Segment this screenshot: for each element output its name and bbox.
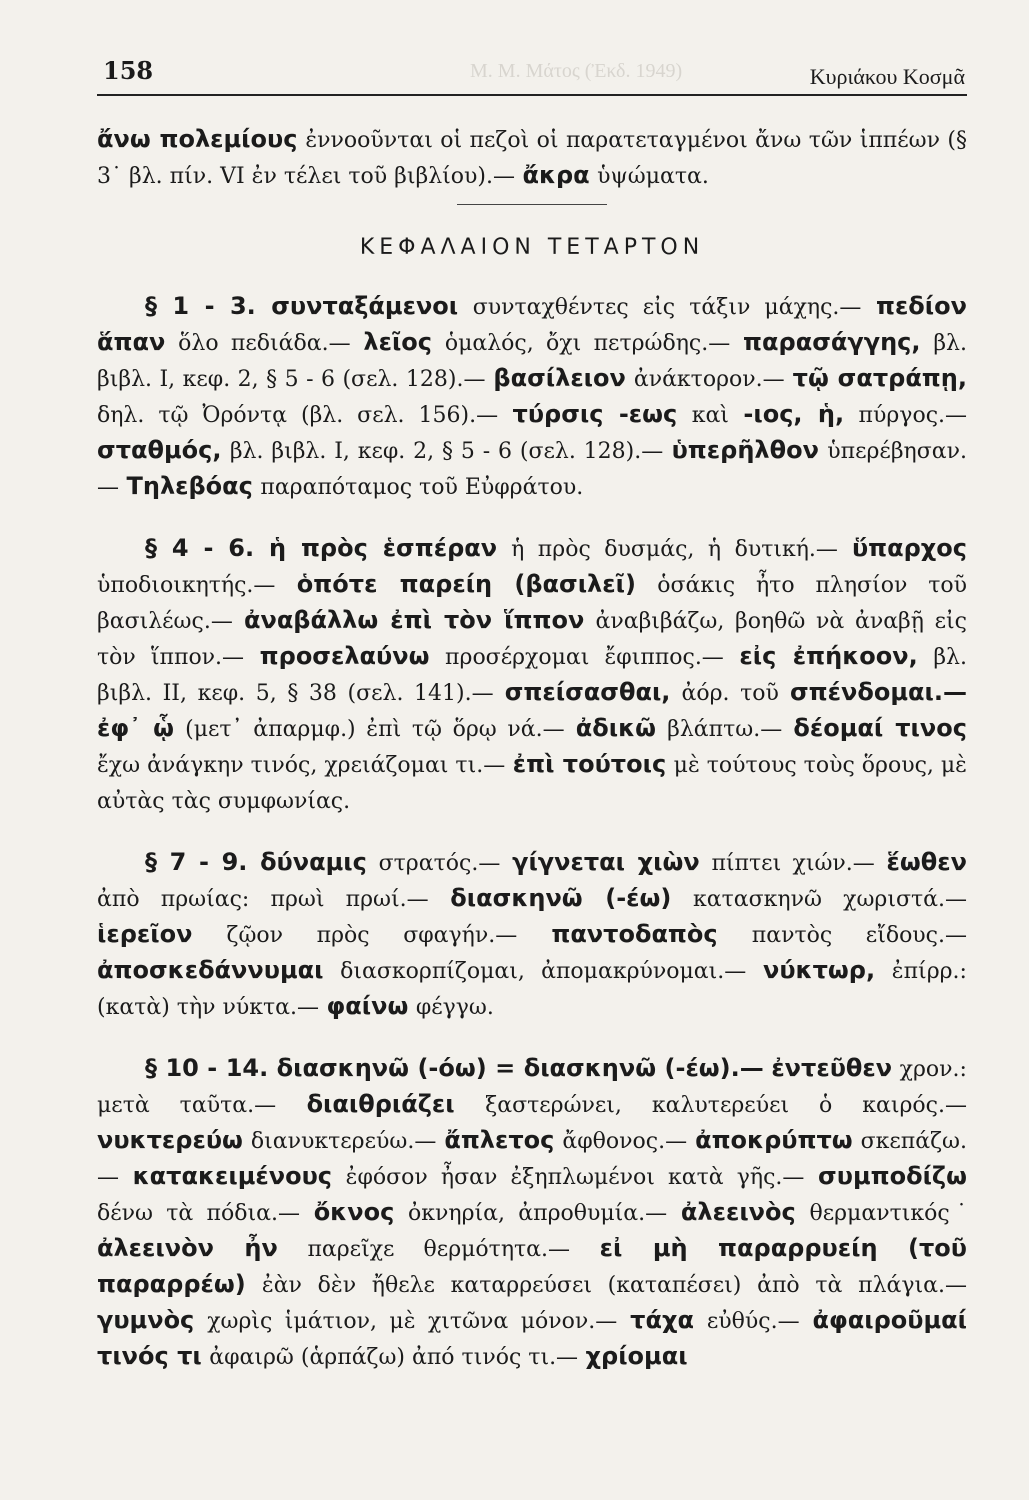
glossary-definition: ὑψώματα. <box>597 164 709 189</box>
glossary-definition: παρεῖχε θερμότητα.— <box>307 1237 571 1262</box>
glossary-term: ἀναβάλλω ἐπὶ τὸν ἵππον <box>243 606 585 634</box>
glossary-term: φαίνω <box>326 992 409 1020</box>
glossary-definition: θερμαντικός˙ <box>809 1201 967 1226</box>
glossary-term: ἀλεεινὸν ἦν <box>97 1234 278 1262</box>
glossary-term: ἐντεῦθεν <box>771 1054 893 1082</box>
glossary-term: σπείσασθαι, <box>504 678 671 706</box>
glossary-definition: διασκορπίζομαι, ἀπομακρύνομαι.— <box>340 959 747 984</box>
glossary-term: πεδίον ἅπαν <box>97 292 967 356</box>
page-number: 158 <box>103 56 154 85</box>
glossary-term: ὁπότε παρείη (βασιλεῖ) <box>296 570 636 598</box>
glossary-definition: ξαστερώνει, καλυτερεύει ὁ καιρός.— <box>485 1093 967 1118</box>
glossary-paragraph-3 <box>97 845 967 1025</box>
glossary-definition: προσέρχομαι ἔφιππος.— <box>445 645 724 670</box>
glossary-term: νυκτερεύω <box>97 1126 243 1154</box>
glossary-definition: διανυκτερεύω.— <box>250 1129 437 1154</box>
glossary-term: ἀποκρύπτω <box>695 1126 853 1154</box>
glossary-term: διασκηνῶ (-έω) <box>450 884 672 912</box>
glossary-term: σταθμός, <box>97 436 222 464</box>
glossary-term: κατακειμένους <box>132 1162 333 1190</box>
glossary-term: ἐφ᾿ ᾧ <box>97 714 175 742</box>
glossary-definition: (μετ᾿ ἀπαρμφ.) ἐπὶ τῷ ὅρῳ νά.— <box>185 717 565 742</box>
glossary-term: σπένδομαι.— <box>789 678 967 706</box>
glossary-definition: ἄφθονος.— <box>562 1129 688 1154</box>
glossary-term: εἰ μὴ παραρρυείη (τοῦ παραρρέω) <box>97 1234 967 1298</box>
glossary-term: ὄκνος <box>313 1198 395 1226</box>
glossary-definition: βλάπτω.— <box>667 717 783 742</box>
glossary-definition: ὅλο πεδιάδα.— <box>178 331 351 356</box>
glossary-definition: βλ. βιβλ. I, κεφ. 2, § 5 - 6 (σελ. 128).— <box>97 331 967 392</box>
glossary-definition: σκεπάζω.— <box>97 1129 967 1190</box>
glossary-definition: ὀκνηρία, ἀπροθυμία.— <box>408 1201 668 1226</box>
glossary-paragraph-1 <box>97 289 967 505</box>
glossary-definition: ἐφόσον ἦσαν ἐξηπλωμένοι κατὰ γῆς.— <box>345 1165 805 1190</box>
glossary-term: § 4 - 6. ἡ πρὸς ἑσπέραν <box>145 534 498 562</box>
glossary-term: βασίλειον <box>493 364 626 392</box>
glossary-term: § 10 - 14. διασκηνῶ (-όω) = διασκηνῶ (-έω).— <box>145 1054 764 1082</box>
section-divider <box>457 204 607 205</box>
glossary-term: γυμνὸς <box>97 1306 195 1334</box>
glossary-definition: χρον.: μετὰ ταῦτα.— <box>97 1057 967 1118</box>
glossary-definition: βλ. βιβλ. I, κεφ. 2, § 5 - 6 (σελ. 128).— <box>229 439 664 464</box>
glossary-definition: πίπτει χιών.— <box>711 851 875 876</box>
glossary-term: ἐπὶ τούτοις <box>512 750 667 778</box>
glossary-definition: δηλ. τῷ Ὀρόντᾳ (βλ. σελ. 156).— <box>97 403 499 428</box>
glossary-term: χρίομαι <box>585 1342 688 1370</box>
glossary-definition: ζῷον πρὸς σφαγήν.— <box>226 923 518 948</box>
glossary-term: ἀδικῶ <box>575 714 656 742</box>
glossary-term: ἱερεῖον <box>97 920 193 948</box>
glossary-definition: ὑπερέβησαν.— <box>97 439 967 500</box>
glossary-term: ἀποσκεδάννυμαι <box>97 956 324 984</box>
glossary-paragraph-2 <box>97 531 967 819</box>
glossary-term: διαιθριάζει <box>306 1090 455 1118</box>
glossary-term: ὑπερῆλθον <box>671 436 819 464</box>
glossary-term: νύκτωρ, <box>763 956 876 984</box>
glossary-definition: πύργος.— <box>858 403 968 428</box>
glossary-term: ἄπλετος <box>444 1126 555 1154</box>
glossary-definition: ἀναβιβάζω, βοηθῶ νὰ ἀναβῇ εἰς τὸν ἵππον.— <box>97 609 967 670</box>
chapter-title: ΚΕΦΑΛΑΙΟΝ ΤΕΤΑΡΤΟΝ <box>359 235 705 260</box>
glossary-term: συμποδίζω <box>818 1162 967 1190</box>
glossary-term: ἕωθεν <box>886 848 967 876</box>
glossary-term: προσελαύνω <box>259 642 430 670</box>
glossary-term: τάχα <box>630 1306 694 1334</box>
glossary-definition: ὁμαλός, ὄχι πετρώδης.— <box>444 331 731 356</box>
glossary-definition: μὲ τούτους τοὺς ὅρους, μὲ αὐτὰς τὰς συμφωνίας. <box>97 753 967 814</box>
glossary-term: Τηλεβόας <box>126 472 253 500</box>
glossary-term: § 1 - 3. συνταξάμενοι <box>145 292 459 320</box>
glossary-definition: δένω τὰ πόδια.— <box>97 1201 300 1226</box>
glossary-term: τύρσις -εως <box>512 400 678 428</box>
glossary-definition: ἐὰν δὲν ἤθελε καταρρεύσει (καταπέσει) ἀπὸ τὰ πλάγια.— <box>261 1273 967 1298</box>
bleed-through-text: Μ. Μ. Μάτος (Ἐκδ. 1949) <box>470 60 683 82</box>
glossary-term: § 7 - 9. δύναμις <box>145 848 367 876</box>
page-header <box>97 50 967 96</box>
glossary-definition: ἀόρ. τοῦ <box>681 681 779 706</box>
glossary-definition: ἀφαιρῶ (ἁρπάζω) ἀπό τινός τι.— <box>209 1345 579 1370</box>
glossary-term: τῷ σατράπῃ, <box>792 364 967 392</box>
glossary-term: γίγνεται χιὼν <box>512 848 700 876</box>
page <box>97 50 967 1375</box>
glossary-definition: ἀπὸ πρωίας: πρωὶ πρωί.— <box>97 887 429 912</box>
glossary-definition: ἐπίρρ.: (κατὰ) τὴν νύκτα.— <box>97 959 967 1020</box>
glossary-term: δέομαί τινος <box>793 714 967 742</box>
glossary-term: ὕπαρχος <box>851 534 967 562</box>
glossary-definition: ἀνάκτορον.— <box>633 367 785 392</box>
glossary-definition: ἡ πρὸς δυσμάς, ἡ δυτική.— <box>511 537 838 562</box>
glossary-definition: συνταχθέντες εἰς τάξιν μάχης.— <box>472 295 862 320</box>
glossary-term: παρασάγγης, <box>743 328 921 356</box>
glossary-definition: ὁσάκις ἦτο πλησίον τοῦ βασιλέως.— <box>97 573 967 634</box>
glossary-definition: καὶ <box>691 403 729 428</box>
glossary-term: ἀλεεινὸς <box>680 1198 796 1226</box>
glossary-definition: παραπόταμος τοῦ Εὐφράτου. <box>260 475 584 500</box>
glossary-definition: παντὸς εἴδους.— <box>751 923 967 948</box>
glossary-definition: βλ. βιβλ. II, κεφ. 5, § 38 (σελ. 141).— <box>97 645 967 706</box>
glossary-term: παντοδαπὸς <box>551 920 718 948</box>
glossary-definition: στρατός.— <box>378 851 501 876</box>
glossary-term: ἄκρα <box>522 161 590 189</box>
glossary-definition: εὐθύς.— <box>706 1309 800 1334</box>
glossary-definition: ἐννοοῦνται οἱ πεζοὶ οἱ παρατεταγμένοι ἄνω τῶν ἱππέων (§ 3˙ βλ. πίν. VI ἐν τέλει τοῦ βιβλίου).— <box>97 128 967 189</box>
glossary-definition: χωρὶς ἱμάτιον, μὲ χιτῶνα μόνον.— <box>207 1309 618 1334</box>
glossary-definition: ὑποδιοικητής.— <box>97 573 276 598</box>
running-head: Κυριάκου Κοσμᾶ <box>809 64 965 89</box>
page-content <box>97 122 967 1375</box>
glossary-term: ἄνω πολεμίους <box>97 125 298 153</box>
glossary-definition: κατασκηνῶ χωριστά.— <box>693 887 967 912</box>
glossary-term: -ιος, ἡ, <box>743 400 845 428</box>
intro-paragraph <box>97 122 967 194</box>
glossary-definition: φέγγω. <box>415 995 494 1020</box>
glossary-definition: ἔχω ἀνάγκην τινός, χρειάζομαι τι.— <box>97 753 506 778</box>
glossary-term: ἀφαιροῦμαί τινός τι <box>97 1306 967 1370</box>
glossary-term: εἰς ἐπήκοον, <box>739 642 918 670</box>
glossary-term: λεῖος <box>363 328 433 356</box>
glossary-paragraph-4 <box>97 1051 967 1375</box>
